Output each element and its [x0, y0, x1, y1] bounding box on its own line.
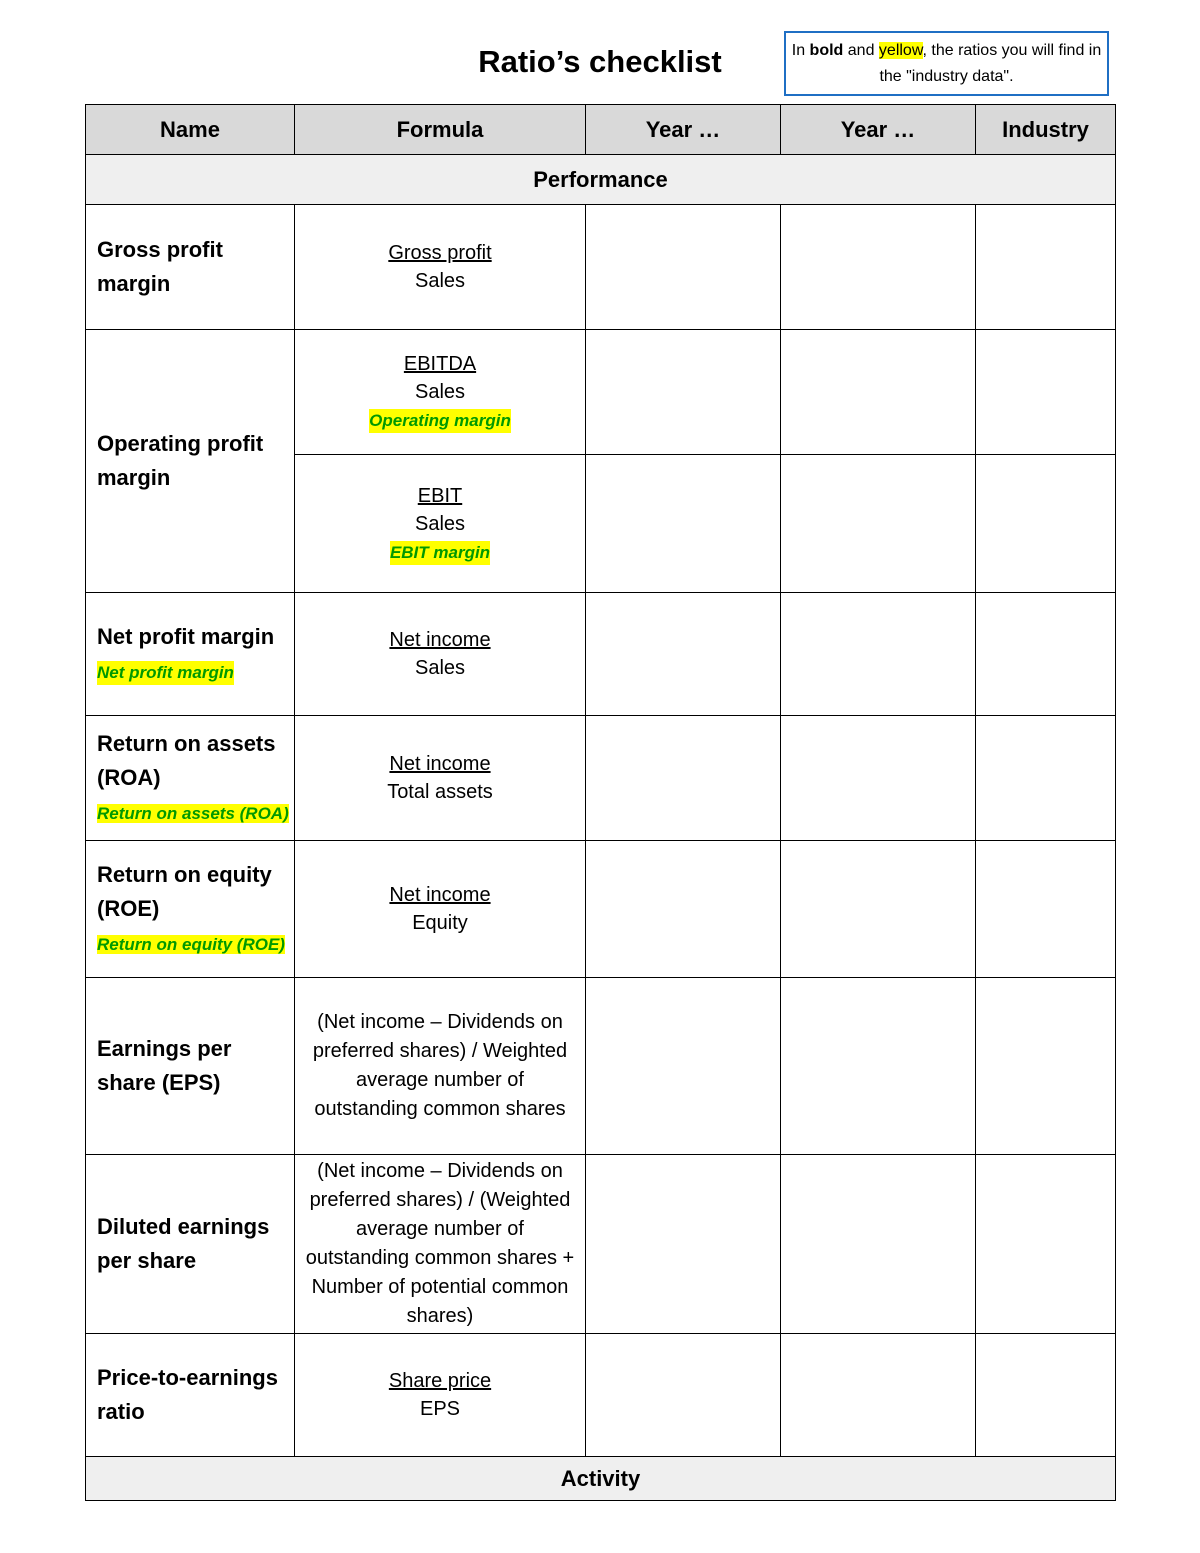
- formula-denominator: Sales: [414, 381, 466, 403]
- ratio-name: [86, 716, 295, 841]
- section-row: [86, 155, 1116, 205]
- header-industry: Industry: [976, 105, 1116, 155]
- industry-cell[interactable]: [976, 205, 1116, 330]
- table-row: [86, 1155, 1116, 1334]
- formula-denominator: EPS: [419, 1398, 461, 1420]
- ratio-name: [86, 1334, 295, 1457]
- formula-numerator: EBIT: [417, 484, 463, 507]
- formula-numerator: Share price: [388, 1370, 492, 1392]
- year-2-cell[interactable]: [781, 455, 976, 593]
- ratio-name-text: Earnings per share (EPS): [97, 1036, 232, 1095]
- ratio-formula: [295, 205, 586, 330]
- ratio-formula: [295, 455, 586, 593]
- note-rest: , the ratios you will find in the "industry data".: [879, 42, 1102, 85]
- ratio-formula: [295, 593, 586, 716]
- header-year-1: Year …: [586, 105, 781, 155]
- ratio-formula: (Net income – Dividends on preferred shares) / (Weighted average number of outstanding common shares + Number of potential common shares): [295, 1155, 586, 1334]
- year-1-cell[interactable]: [586, 330, 781, 455]
- ratio-name: [86, 1155, 295, 1334]
- industry-cell[interactable]: [976, 1334, 1116, 1457]
- ratio-name: [86, 593, 295, 716]
- industry-alias: EBIT margin: [390, 541, 490, 565]
- industry-cell[interactable]: [976, 716, 1116, 841]
- industry-alias: Net profit margin: [97, 661, 234, 685]
- legend-note: [784, 31, 1109, 96]
- industry-alias: Return on assets (ROA): [97, 804, 289, 823]
- formula-numerator: EBITDA: [403, 353, 477, 375]
- industry-cell[interactable]: [976, 330, 1116, 455]
- formula-denominator: Sales: [414, 657, 466, 679]
- industry-cell[interactable]: [976, 841, 1116, 978]
- section-row: [86, 1457, 1116, 1501]
- formula-numerator: Gross profit: [388, 242, 492, 264]
- header-formula: Formula: [295, 105, 586, 155]
- industry-cell[interactable]: [976, 593, 1116, 716]
- header-row: [86, 105, 1116, 155]
- year-2-cell[interactable]: [781, 978, 976, 1155]
- year-1-cell[interactable]: [586, 455, 781, 593]
- ratio-name-text: Net profit margin: [97, 624, 275, 649]
- ratio-name: [86, 841, 295, 978]
- ratio-formula: [295, 716, 586, 841]
- formula-numerator: Net income: [389, 753, 491, 775]
- year-2-cell[interactable]: [781, 716, 976, 841]
- table-row: [86, 1334, 1116, 1457]
- table-row: [86, 330, 1116, 455]
- industry-cell[interactable]: [976, 978, 1116, 1155]
- year-2-cell[interactable]: [781, 1334, 976, 1457]
- year-2-cell[interactable]: [781, 1155, 976, 1334]
- formula-denominator: Sales: [414, 512, 466, 535]
- ratio-formula: (Net income – Dividends on preferred shares) / Weighted average number of outstanding common shares: [295, 978, 586, 1155]
- ratio-name-text: Return on equity (ROE): [97, 862, 272, 921]
- formula-numerator: Net income: [389, 884, 491, 906]
- year-2-cell[interactable]: [781, 330, 976, 455]
- ratio-name: [86, 978, 295, 1155]
- ratio-name: [86, 330, 295, 593]
- table-row: [86, 716, 1116, 841]
- note-bold: bold: [809, 42, 844, 59]
- ratio-name-text: Diluted earnings per share: [97, 1214, 270, 1273]
- year-1-cell[interactable]: [586, 593, 781, 716]
- ratio-formula: [295, 841, 586, 978]
- ratio-formula: [295, 1334, 586, 1457]
- table-row: [86, 841, 1116, 978]
- ratio-name-text: Price-to-earnings ratio: [97, 1365, 278, 1424]
- section-activity: Activity: [86, 1457, 1116, 1501]
- formula-numerator: Net income: [389, 629, 491, 651]
- formula-denominator: Equity: [412, 912, 468, 934]
- formula-denominator: Sales: [414, 270, 466, 292]
- header-name: Name: [86, 105, 295, 155]
- header-year-2: Year …: [781, 105, 976, 155]
- year-2-cell[interactable]: [781, 593, 976, 716]
- ratio-table: [85, 104, 1116, 1501]
- note-middle: and: [847, 42, 875, 59]
- note-yellow: yellow: [878, 42, 923, 59]
- year-2-cell[interactable]: [781, 205, 976, 330]
- industry-cell[interactable]: [976, 455, 1116, 593]
- industry-alias: Operating margin: [369, 409, 511, 433]
- year-1-cell[interactable]: [586, 1334, 781, 1457]
- industry-alias: Return on equity (ROE): [97, 935, 285, 954]
- ratio-name-text: Gross profit margin: [97, 237, 223, 296]
- year-2-cell[interactable]: [781, 841, 976, 978]
- table-row: [86, 593, 1116, 716]
- table-row: [86, 205, 1116, 330]
- ratio-name: [86, 205, 295, 330]
- year-1-cell[interactable]: [586, 716, 781, 841]
- year-1-cell[interactable]: [586, 841, 781, 978]
- ratio-name-text: Return on assets (ROA): [97, 731, 276, 790]
- note-prefix: In: [791, 42, 806, 59]
- section-performance: Performance: [86, 155, 1116, 205]
- table-row: [86, 978, 1116, 1155]
- ratio-formula: [295, 330, 586, 455]
- page-title: Ratio’s checklist: [478, 44, 722, 79]
- industry-cell[interactable]: [976, 1155, 1116, 1334]
- ratio-name-text: Operating profit margin: [97, 431, 264, 490]
- year-1-cell[interactable]: [586, 205, 781, 330]
- year-1-cell[interactable]: [586, 1155, 781, 1334]
- year-1-cell[interactable]: [586, 978, 781, 1155]
- formula-denominator: Total assets: [387, 781, 493, 803]
